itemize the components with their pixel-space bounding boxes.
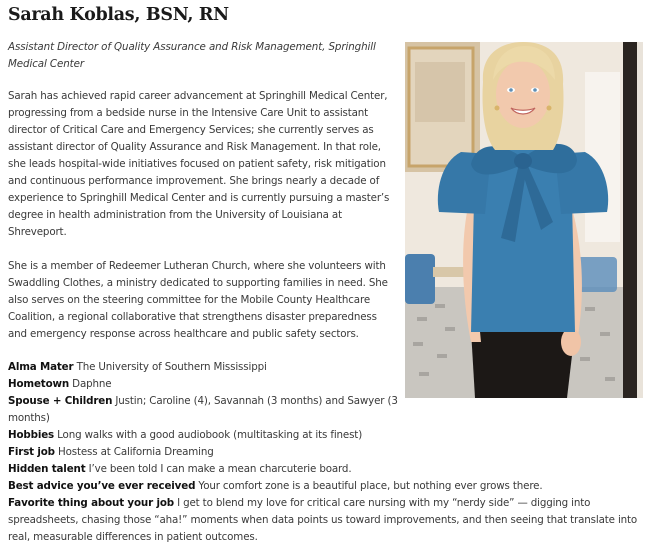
- fact-hidden-talent: [8, 461, 648, 478]
- fact-label: Hidden talent: [8, 463, 86, 475]
- fact-label: Hometown: [8, 378, 70, 390]
- fact-value: I’ve been told I can make a mean charcuterie board.: [88, 463, 352, 475]
- fact-label: Spouse + Children: [8, 395, 113, 407]
- profile-name: Sarah Koblas, BSN, RN: [8, 5, 229, 25]
- fact-value: Daphne: [72, 378, 112, 390]
- fact-label: Alma Mater: [8, 361, 74, 373]
- bio-paragraph-1: Sarah has achieved rapid career advancement at Springhill Medical Center, progressing from a bedside nurse in the Intensive Care Unit to assistant director of Critical Care and Emergency Services; she currently serves as assistant director of Quality Assurance and Risk Management. In that role, she leads hospital-wide initiatives focused on patient safety, risk mitigation and continuous performance improvement. She brings nearly a decade of experience to Springhill Medical Center and is currently pursuing a master’s degree in health administration from the University of Louisiana at Shreveport.: [8, 90, 390, 238]
- profile-photo: [405, 42, 643, 398]
- bio-paragraph-2: She is a member of Redeemer Lutheran Church, where she volunteers with Swaddling Clothes, a ministry dedicated to supporting families in need. She also serves on the steering committee for the Mobile County Healthcare Coalition, a regional collaborative that strengthens disaster preparedness and emergency response across healthcare and public safety sectors.: [8, 260, 388, 340]
- fact-first-job: [8, 444, 648, 461]
- fact-label: Hobbies: [8, 429, 55, 441]
- portrait-illustration: [405, 42, 643, 398]
- fact-value: The University of Southern Mississippi: [76, 361, 267, 373]
- fact-value: I get to blend my love for critical care nursing with my “nerdy side” — digging into spreadsheets, chasing those “aha!” moments when data points us toward improvements, and then seeing that translate into real, measurable differences in patient outcomes.: [8, 497, 638, 543]
- fact-label: First job: [8, 446, 55, 458]
- fact-value: Long walks with a good audiobook (multitasking at its finest): [57, 429, 363, 441]
- fact-value: Hostess at California Dreaming: [58, 446, 214, 458]
- fact-hobbies: [8, 427, 648, 444]
- fact-label: Best advice you’ve ever received: [8, 480, 196, 492]
- fact-favorite-thing: [8, 495, 648, 546]
- fact-value: Justin; Caroline (4), Savannah (3 months) and Sawyer (3 months): [8, 395, 398, 424]
- fact-label: Favorite thing about your job: [8, 497, 174, 509]
- fact-value: Your comfort zone is a beautiful place, but nothing ever grows there.: [198, 480, 543, 492]
- profile-title: Assistant Director of Quality Assurance and Risk Management, Springhill Medical Center: [8, 41, 376, 70]
- fact-spouse-children: [8, 393, 400, 427]
- fact-best-advice: [8, 478, 648, 495]
